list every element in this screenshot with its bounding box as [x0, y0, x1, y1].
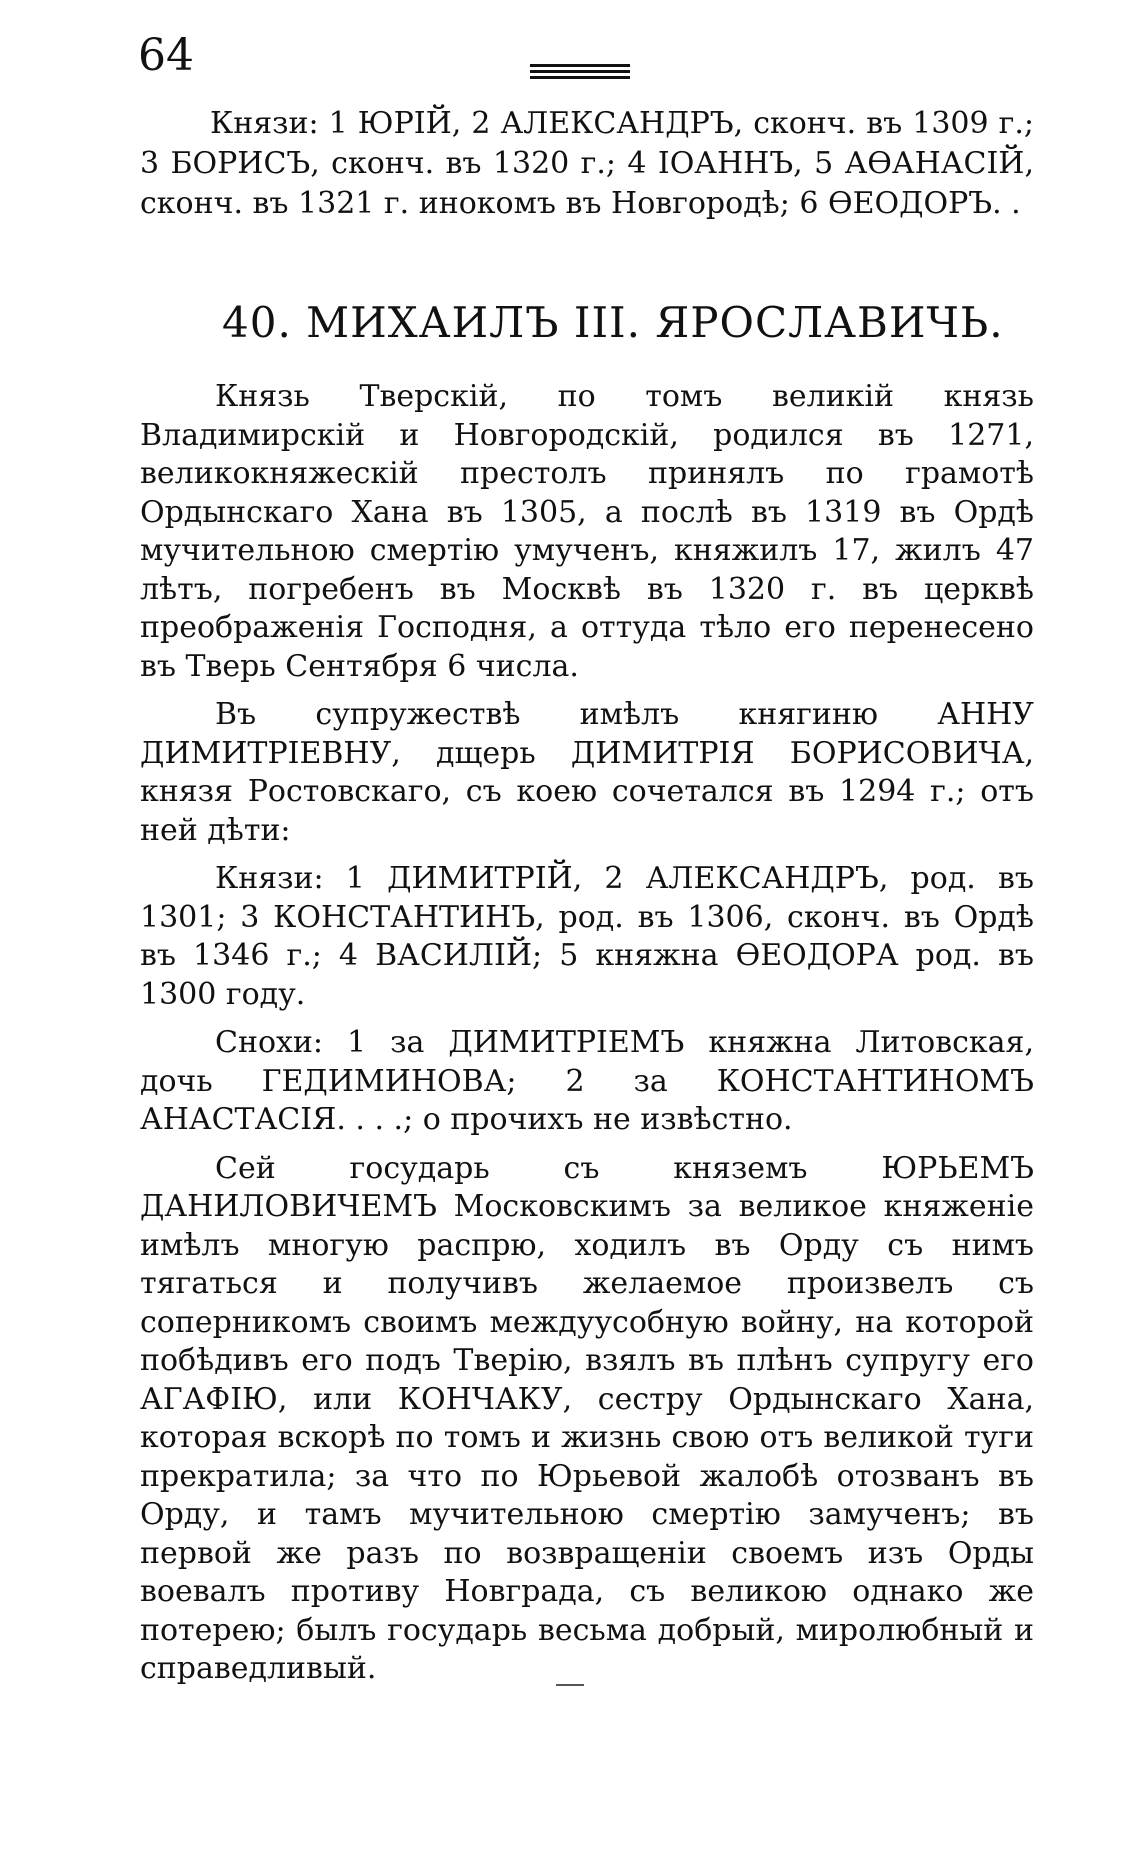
continued-list: Князи: 1 ЮРІЙ, 2 АЛЕКСАНДРЪ, сконч. въ 1309 г.; 3 БОРИСЪ, сконч. въ 1320 г.; 4 ІОАННЪ, 5 АѲАНАСІЙ, сконч. въ 1321 г. инокомъ въ Новгородѣ; 6 ѲЕОДОРЪ. . [140, 106, 1034, 221]
marriage-paragraph: Въ супружествѣ имѣлъ княгиню АННУ ДИМИТРІЕВНУ, дщерь ДИМИТРІЯ БОРИСОВИЧА, князя Ростовскаго, съ коею сочетался въ 1294 г.; отъ ней дѣти: [140, 697, 1034, 848]
entry-heading: 40. МИХАИЛЪ III. ЯРОСЛАВИЧЬ. [222, 298, 1004, 347]
daughters-in-law-paragraph: Снохи: 1 за ДИМИТРІЕМЪ княжна Литовская, дочь ГЕДИМИНОВА; 2 за КОНСТАНТИНОМЪ АНАСТАСІЯ. . . .; о прочихъ не извѣстно. [140, 1025, 1034, 1137]
children-paragraph: Князи: 1 ДИМИТРІЙ, 2 АЛЕКСАНДРЪ, род. въ 1301; 3 КОНСТАНТИНЪ, род. въ 1306, сконч. въ Ордѣ въ 1346 г.; 4 ВАСИЛІЙ; 5 княжна ѲЕОДОРА род. въ 1300 году. [140, 861, 1034, 1012]
page-number: 64 [138, 30, 194, 81]
footer-mark [556, 1684, 584, 1686]
biography-paragraph: Князь Тверскій, по томъ великій князь Владимирскій и Новгородскій, родился въ 1271, великокняжескій престолъ принялъ по грамотѣ Ордынскаго Хана въ 1305, а послѣ въ 1319 въ Ордѣ мучительною смертію умученъ, княжилъ 17, жилъ 47 лѣтъ, погребенъ въ Москвѣ въ 1320 г. въ церквѣ преображенія Господня, а оттуда тѣло его перенесено въ Тверь Сентября 6 числа. [140, 379, 1034, 684]
reign-paragraph: Сей государь съ княземъ ЮРЬЕМЪ ДАНИЛОВИЧЕМЪ Московскимъ за великое княженіе имѣлъ многую распрю, ходилъ въ Орду съ нимъ тягаться и получивъ желаемое произвелъ съ соперникомъ своимъ междуусобную войну, на которой побѣдивъ его подъ Тверію, взялъ въ плѣнъ супругу его АГАФІЮ, или КОНЧАКУ, сестру Ордынскаго Хана, которая вскорѣ по томъ и жизнь свою отъ великой туги прекратила; за что по Юрьевой жалобѣ отозванъ въ Орду, и тамъ мучительною смертію замученъ; въ первой же разъ по возвращеніи своемъ изъ Орды воевалъ противу Новграда, съ великою однако же потерею; былъ государь весьма добрый, миролюбный и справедливый. [140, 1150, 1034, 1686]
header-rule [530, 64, 630, 67]
entry-body [140, 378, 1034, 1699]
